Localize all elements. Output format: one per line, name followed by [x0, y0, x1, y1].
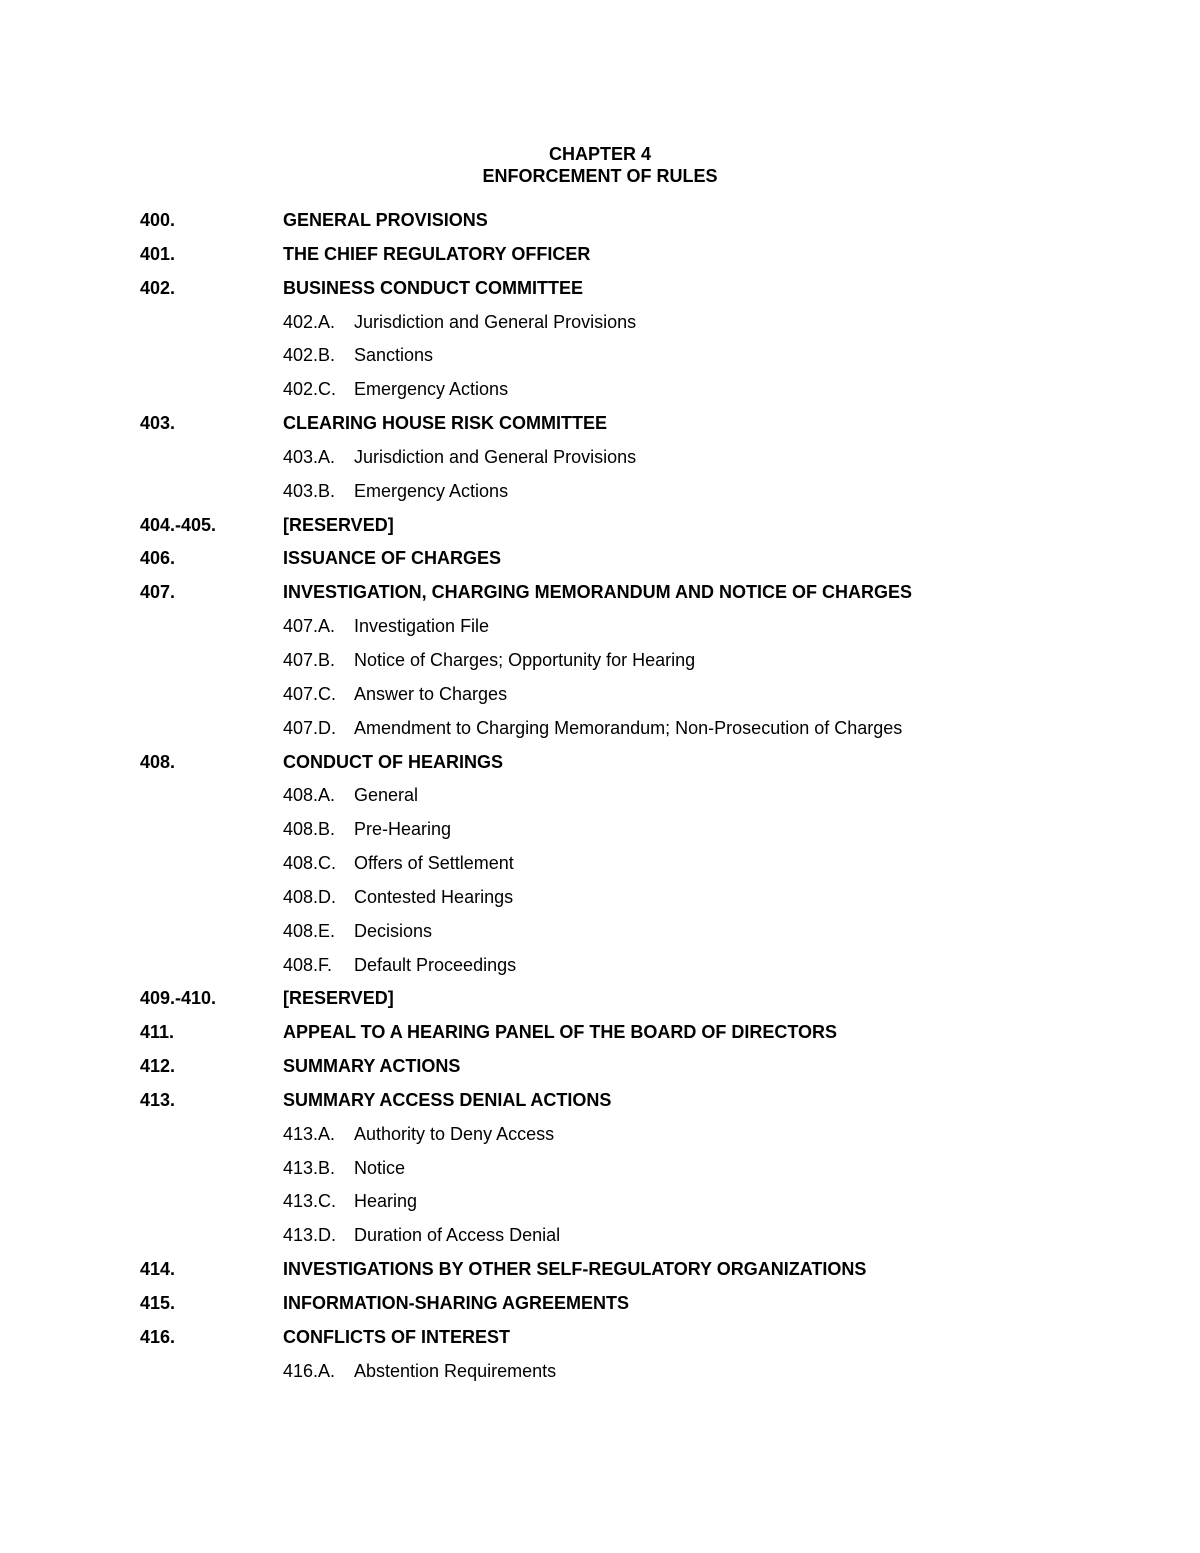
rule-number: 412.: [140, 1056, 176, 1077]
toc-subsection-row: [0, 377, 1200, 411]
rule-title: General: [354, 785, 419, 806]
toc-subsection-row: [0, 1156, 1200, 1190]
rule-title: [RESERVED]: [283, 988, 394, 1009]
rule-title: CONFLICTS OF INTEREST: [283, 1326, 510, 1347]
rule-title: Notice: [354, 1157, 406, 1178]
rule-title: GENERAL PROVISIONS: [283, 210, 488, 230]
rule-title: ISSUANCE OF CHARGES: [283, 548, 502, 569]
rule-number: 403.B.: [283, 480, 336, 501]
rule-number: 401.: [140, 243, 176, 264]
toc-subsection-row: [0, 1359, 1200, 1393]
rule-number: 402.C.: [283, 379, 337, 400]
toc-subsection-row: [0, 479, 1200, 513]
rule-number: 407.D.: [283, 717, 337, 738]
rule-number: 416.A.: [283, 1360, 336, 1381]
toc-subsection-row: [0, 648, 1200, 682]
rule-number: 408.F.: [283, 954, 333, 975]
rule-title: SUMMARY ACTIONS: [283, 1056, 461, 1077]
toc-subsection-row: [0, 885, 1200, 919]
rule-title: Notice of Charges; Opportunity for Hearing: [354, 649, 696, 670]
rule-title: Contested Hearings: [354, 886, 514, 907]
rule-title: INVESTIGATION, CHARGING MEMORANDUM AND NOTICE OF CHARGES: [283, 582, 912, 603]
rule-number: 413.D.: [283, 1225, 337, 1246]
toc-section-row: [0, 242, 1200, 276]
toc-section-row: [0, 1088, 1200, 1122]
toc-subsection-row: [0, 343, 1200, 377]
rule-title: Amendment to Charging Memorandum; Non-Prosecution of Charges: [354, 717, 903, 738]
toc-subsection-row: [0, 1189, 1200, 1223]
rule-number: 408.A.: [283, 785, 336, 806]
toc-subsection-row: [0, 851, 1200, 885]
rule-number: 406.: [140, 548, 176, 569]
rule-number: 413.B.: [283, 1157, 336, 1178]
toc-section-row: [0, 1020, 1200, 1054]
toc-section-row: [0, 986, 1200, 1020]
toc-section-row: [0, 750, 1200, 784]
rule-title: Decisions: [354, 920, 433, 941]
rule-title: CONDUCT OF HEARINGS: [283, 751, 503, 772]
rule-number: 413.C.: [283, 1191, 337, 1212]
toc-section-row: [0, 208, 1200, 242]
rule-title: INVESTIGATIONS BY OTHER SELF-REGULATORY ORGANIZATIONS: [283, 1259, 867, 1280]
rule-title: Hearing: [354, 1191, 418, 1212]
rule-number: 408.B.: [283, 819, 336, 840]
toc-subsection-row: [0, 919, 1200, 953]
rule-title: [RESERVED]: [283, 514, 394, 535]
toc-subsection-row: [0, 716, 1200, 750]
rule-title: Jurisdiction and General Provisions: [354, 446, 637, 467]
rule-title: Duration of Access Denial: [354, 1225, 561, 1246]
toc-subsection-row: [0, 614, 1200, 648]
chapter-title: ENFORCEMENT OF RULES: [482, 166, 718, 186]
toc-section-row: [0, 411, 1200, 445]
rule-title: Pre-Hearing: [354, 819, 452, 840]
toc-section-row: [0, 276, 1200, 310]
rule-number: 413.: [140, 1089, 176, 1110]
rule-number: 407.B.: [283, 649, 336, 670]
toc-subsection-row: [0, 1223, 1200, 1257]
toc-subsection-row: [0, 445, 1200, 479]
rule-title: Sanctions: [354, 345, 434, 366]
rule-title: Answer to Charges: [354, 683, 508, 704]
rule-title: Investigation File: [354, 616, 490, 637]
rule-number: 402.: [140, 277, 176, 298]
chapter-label: CHAPTER 4: [548, 144, 651, 164]
toc-subsection-row: [0, 783, 1200, 817]
rule-number: 409.-410.: [140, 988, 217, 1009]
rule-number: 415.: [140, 1293, 176, 1313]
toc-subsection-row: [0, 682, 1200, 716]
rule-title: APPEAL TO A HEARING PANEL OF THE BOARD OF DIRECTORS: [283, 1022, 838, 1043]
rule-title: Emergency Actions: [354, 379, 509, 400]
rule-number: 408.: [140, 751, 176, 772]
rule-number: 416.: [140, 1326, 176, 1347]
rule-title: Emergency Actions: [354, 480, 509, 501]
rule-title: SUMMARY ACCESS DENIAL ACTIONS: [283, 1089, 612, 1110]
rule-number: 404.-405.: [140, 514, 217, 535]
rule-number: 403.: [140, 413, 176, 434]
toc-section-row: [0, 546, 1200, 580]
rule-title: CLEARING HOUSE RISK COMMITTEE: [283, 413, 608, 434]
rule-number: 403.A.: [283, 446, 336, 467]
toc-subsection-row: [0, 817, 1200, 851]
toc-section-row: [0, 1325, 1200, 1359]
rule-number: 411.: [140, 1022, 175, 1043]
toc-subsection-row: [0, 953, 1200, 987]
toc-section-row: [0, 1257, 1200, 1291]
rule-number: 413.A.: [283, 1123, 336, 1144]
rule-title: Authority to Deny Access: [354, 1123, 555, 1144]
rule-number: 407.: [140, 582, 176, 603]
rule-title: Abstention Requirements: [354, 1360, 557, 1381]
toc-section-row: [0, 1291, 1200, 1325]
table-of-contents: [0, 208, 1200, 1393]
rule-number: 414.: [140, 1259, 176, 1280]
rule-title: Default Proceedings: [354, 954, 517, 975]
rule-number: 402.A.: [283, 311, 336, 332]
toc-subsection-row: [0, 1122, 1200, 1156]
rule-title: INFORMATION-SHARING AGREEMENTS: [283, 1293, 629, 1313]
rule-number: 400.: [140, 210, 176, 230]
rule-title: Offers of Settlement: [354, 853, 514, 874]
toc-subsection-row: [0, 310, 1200, 344]
toc-section-row: [0, 580, 1200, 614]
rule-title: Jurisdiction and General Provisions: [354, 311, 637, 332]
rule-number: 402.B.: [283, 345, 336, 366]
rule-number: 408.C.: [283, 853, 337, 874]
toc-section-row: [0, 513, 1200, 547]
rule-title: THE CHIEF REGULATORY OFFICER: [283, 243, 591, 264]
rule-number: 408.D.: [283, 886, 337, 907]
rule-title: BUSINESS CONDUCT COMMITTEE: [283, 277, 584, 298]
rule-number: 407.A.: [283, 616, 336, 637]
rule-number: 407.C.: [283, 683, 337, 704]
toc-section-row: [0, 1054, 1200, 1088]
rule-number: 408.E.: [283, 920, 336, 941]
